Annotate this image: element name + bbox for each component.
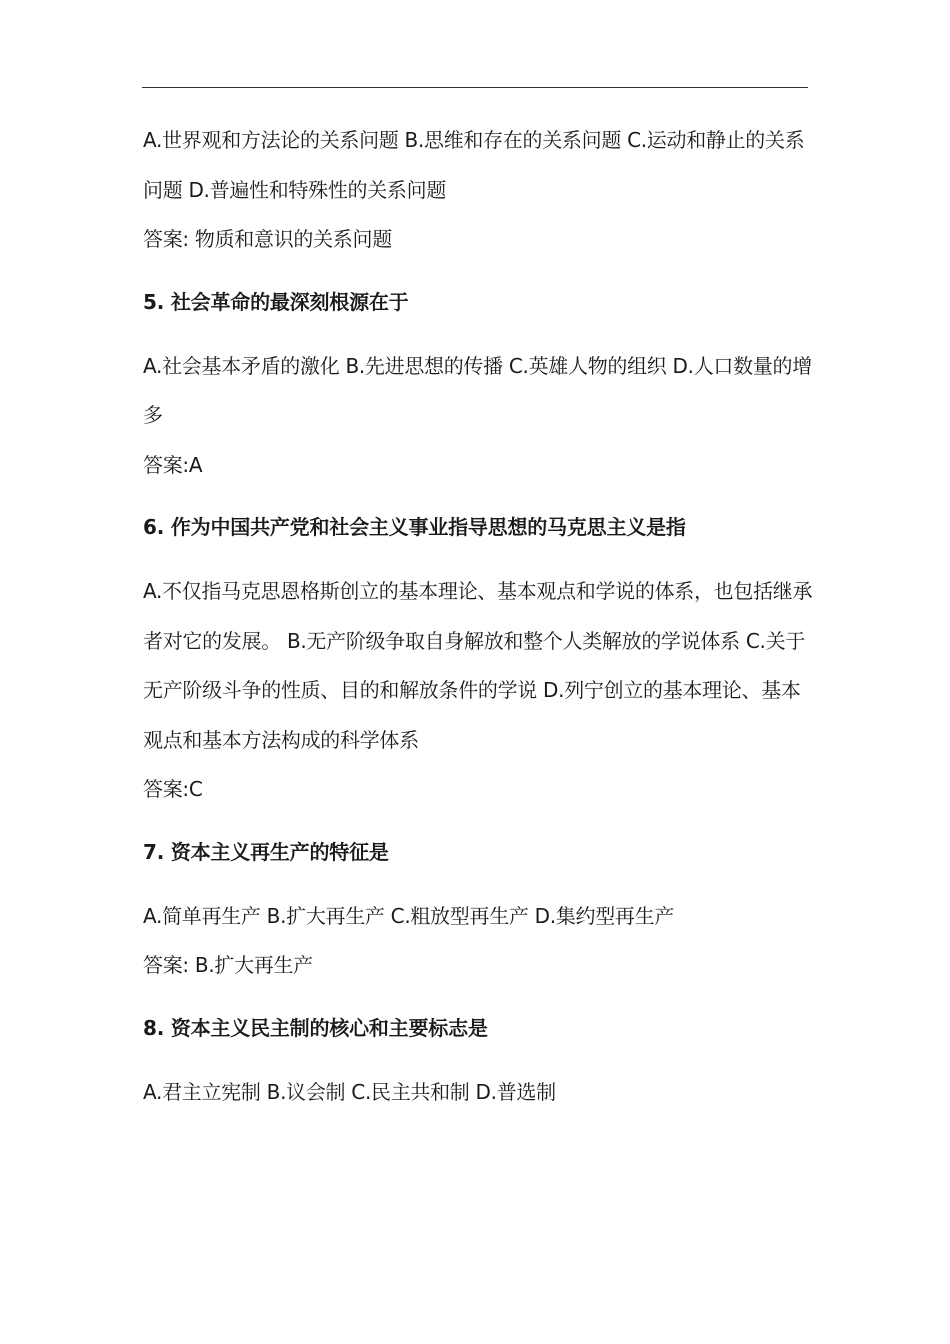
question-5-block: [143, 287, 813, 491]
question-4-block: [143, 116, 813, 265]
spacer: [143, 867, 813, 892]
question-8-block: [143, 1013, 813, 1118]
header-rule: [142, 87, 808, 88]
question-6-options: A.不仅指马克思恩格斯创立的基本理论、基本观点和学说的体系，也包括继承者对它的发展。 B.无产阶级争取自身解放和整个人类解放的学说体系 C.关于无产阶级斗争的性质、目的和解放条件的学说 D.列宁创立的基本理论、基本观点和基本方法构成的科学体系: [143, 579, 813, 752]
question-7-title: 7. 资本主义再生产的特征是: [143, 839, 389, 864]
question-5-options: A.社会基本矛盾的激化 B.先进思想的传播 C.英雄人物的组织 D.人口数量的增多: [143, 353, 812, 427]
spacer: [143, 1043, 813, 1068]
question-6-title: 6. 作为中国共产党和社会主义事业指导思想的马克思主义是指: [143, 515, 686, 539]
spacer: [143, 317, 813, 342]
spacer: [143, 265, 813, 287]
question-4-answer: 答案: 物质和意识的关系问题: [143, 227, 392, 251]
question-4-options: A.世界观和方法论的关系问题 B.思维和存在的关系问题 C.运动和静止的关系问题 D.普遍性和特殊性的关系问题: [143, 128, 805, 202]
spacer: [143, 490, 813, 512]
question-8-options: A.君主立宪制 B.议会制 C.民主共和制 D.普选制: [143, 1079, 556, 1104]
question-7-options: A.简单再生产 B.扩大再生产 C.粗放型再生产 D.集约型再生产: [143, 903, 675, 928]
question-7-answer: 答案: B.扩大再生产: [143, 953, 313, 977]
question-8-title: 8. 资本主义民主制的核心和主要标志是: [143, 1015, 488, 1040]
page-content: [143, 116, 813, 1117]
question-7-block: [143, 837, 813, 991]
spacer: [143, 991, 813, 1013]
question-5-answer: 答案:A: [143, 452, 203, 477]
question-6-answer: 答案:C: [143, 777, 203, 801]
question-6-block: [143, 512, 813, 815]
spacer: [143, 542, 813, 567]
spacer: [143, 815, 813, 837]
question-5-title: 5. 社会革命的最深刻根源在于: [143, 289, 409, 314]
